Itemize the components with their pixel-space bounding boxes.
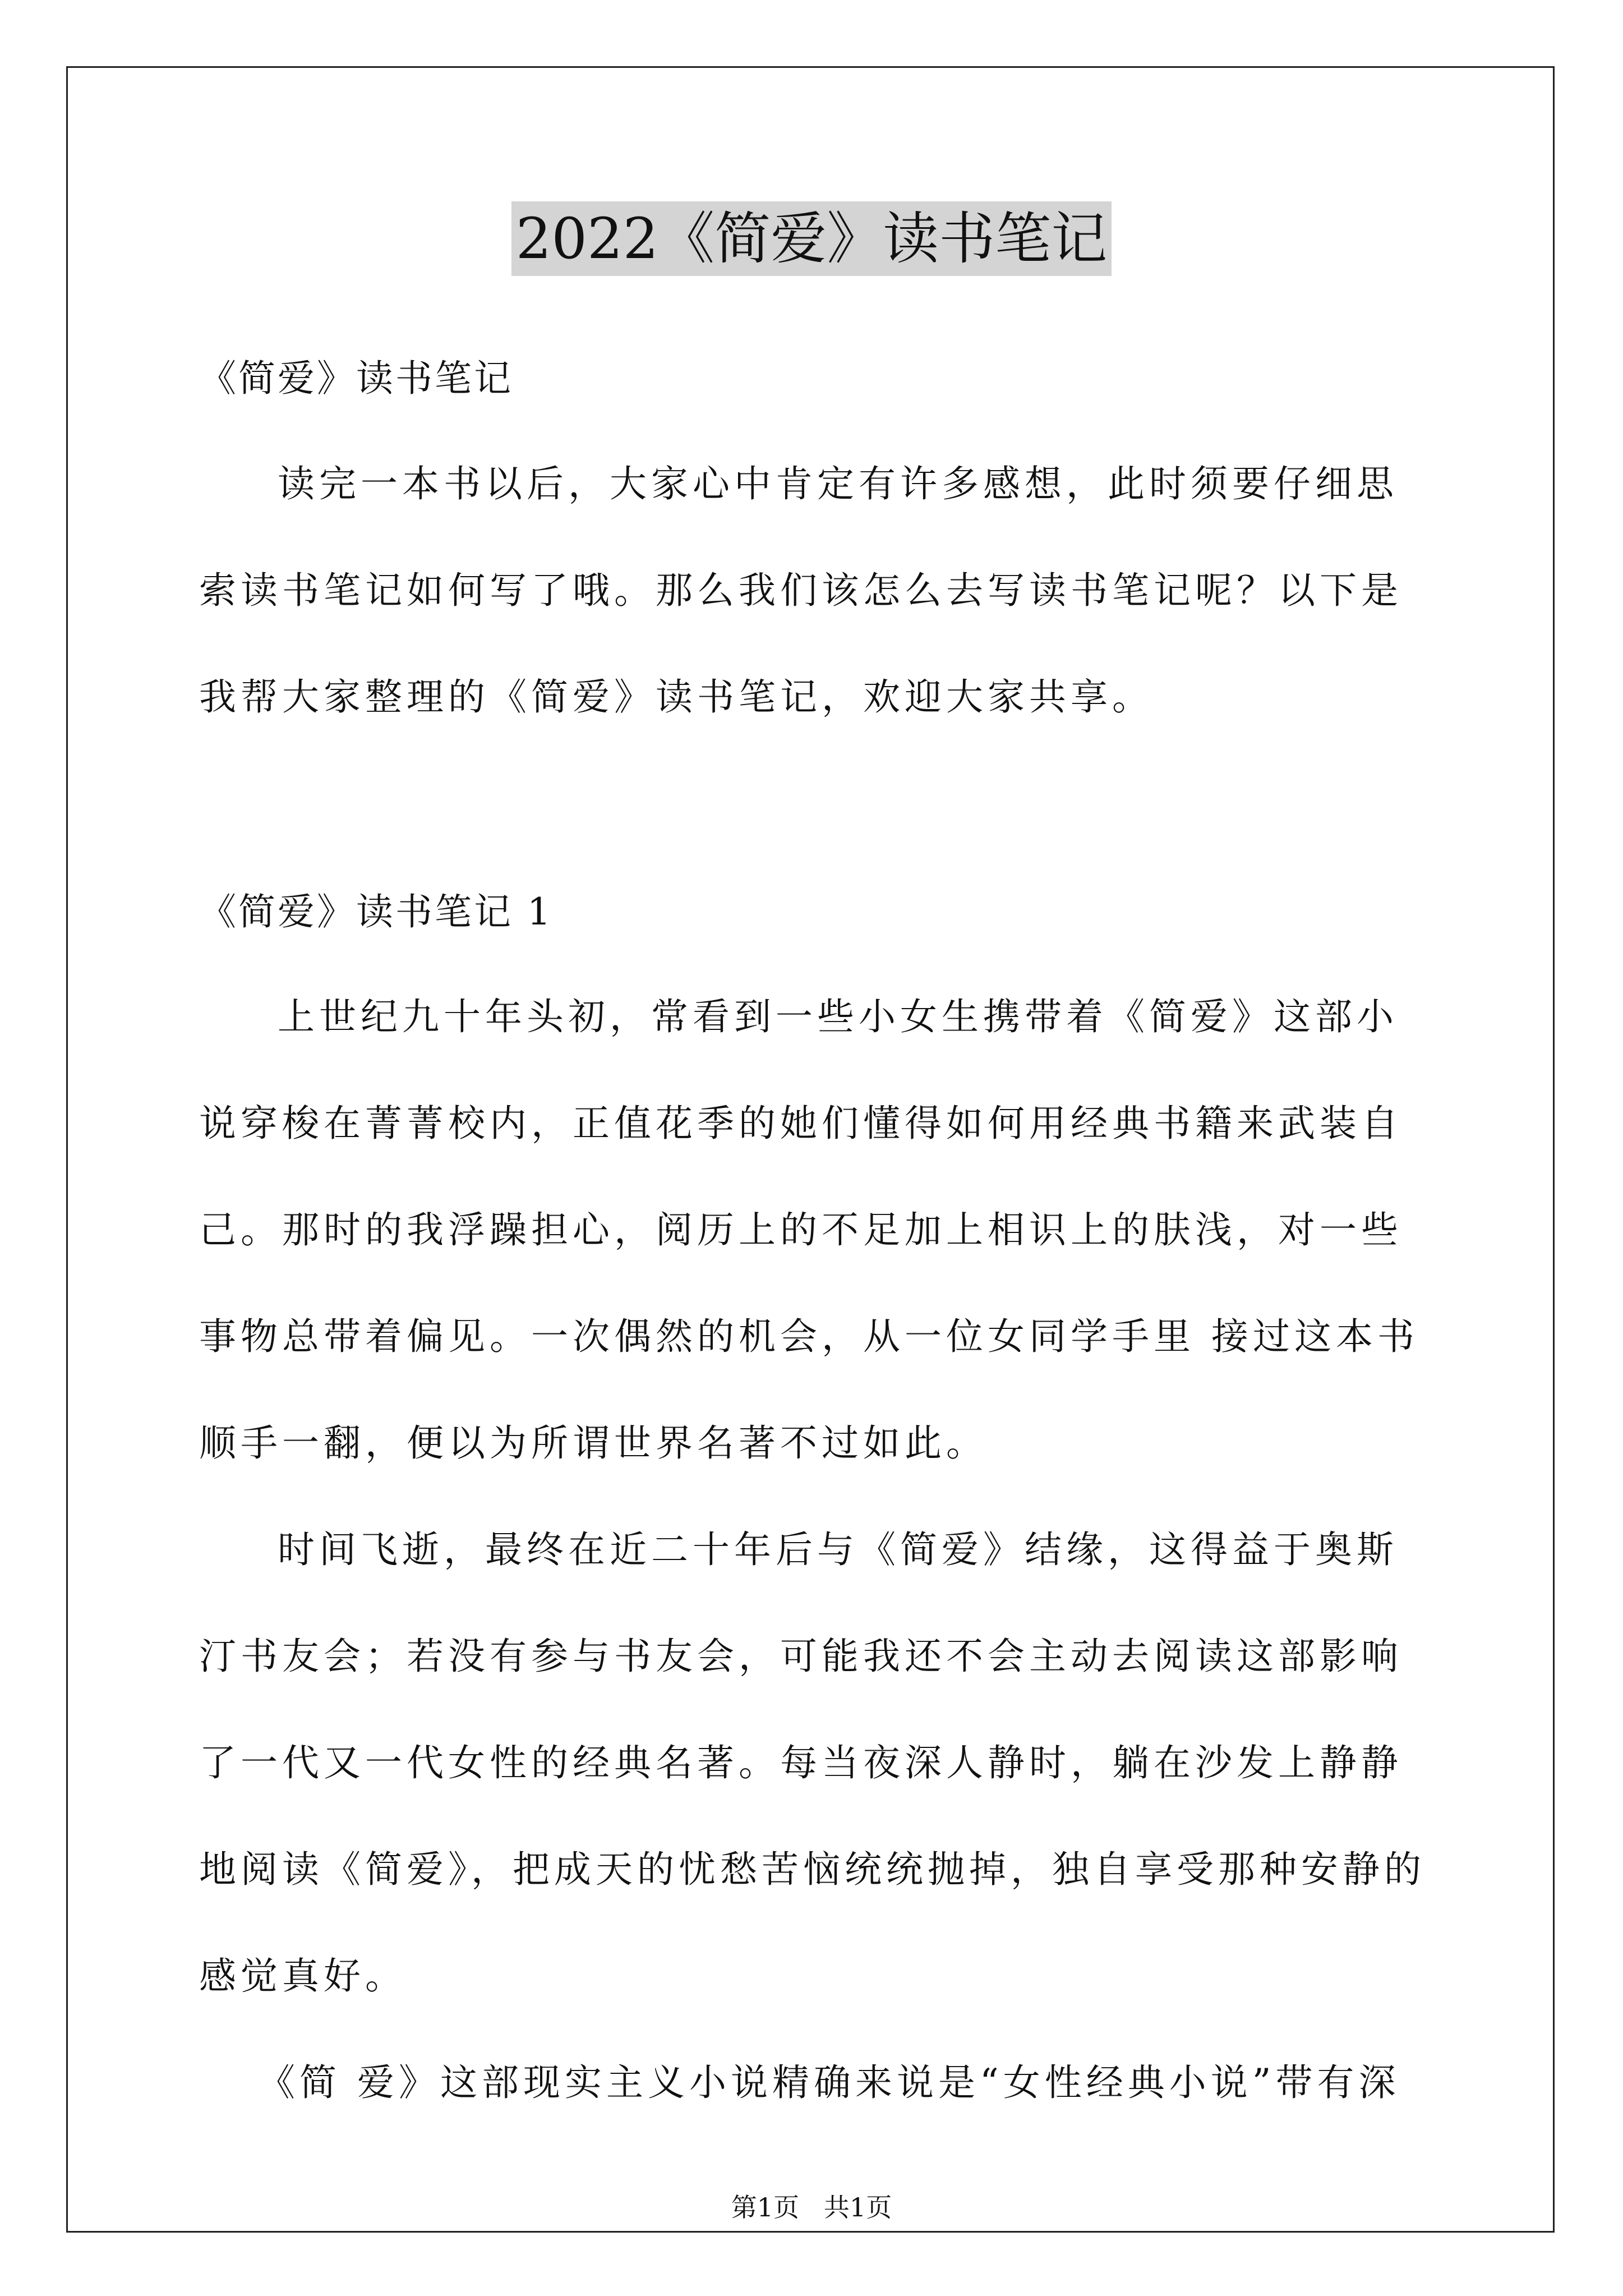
- body-paragraphs: [199, 964, 1438, 2136]
- body-paragraph: 时间飞逝，最终在近二十年后与《简爱》结缘，这得益于奥斯汀书友会；若没有参与书友会，可能我还不会主动去阅读这部影响了一代又一代女性的经典名著。每当夜深人静时，躺在沙发上静静地阅读《简爱》，把成天的忧愁苦恼统统抛掉，独自享受那种安静的感觉真好。: [199, 1528, 1426, 1998]
- document-title-text: 2022《简爱》读书笔记: [511, 201, 1112, 276]
- body-paragraph: 《简 爱》这部现实主义小说精确来说是“女性经典小说”带有深: [258, 2061, 1400, 2104]
- section-heading: 《简爱》读书笔记 1: [199, 890, 553, 933]
- intro-paragraph-block: [199, 431, 1438, 751]
- body-paragraph: 上世纪九十年头初，常看到一些小女生携带着《简爱》这部小说穿梭在菁菁校内，正值花季的她们懂得如何用经典书籍来武装自己。那时的我浮躁担心，阅历上的不足加上相识上的肤浅，对一些事物总带着偏见。一次偶然的机会，从一位女同学手里 接过这本书顺手一翻，便以为所谓世界名著不过如此。: [199, 995, 1419, 1465]
- intro-paragraph: 读完一本书以后，大家心中肯定有许多感想，此时须要仔细思索读书笔记如何写了哦。那么我们该怎么去写读书笔记呢？以下是我帮大家整理的《简爱》读书笔记，欢迎大家共享。: [199, 462, 1403, 719]
- page-footer: 第1页 共1页: [731, 2192, 892, 2223]
- subtitle-heading: 《简爱》读书笔记: [199, 357, 513, 400]
- document-title: [0, 197, 1623, 280]
